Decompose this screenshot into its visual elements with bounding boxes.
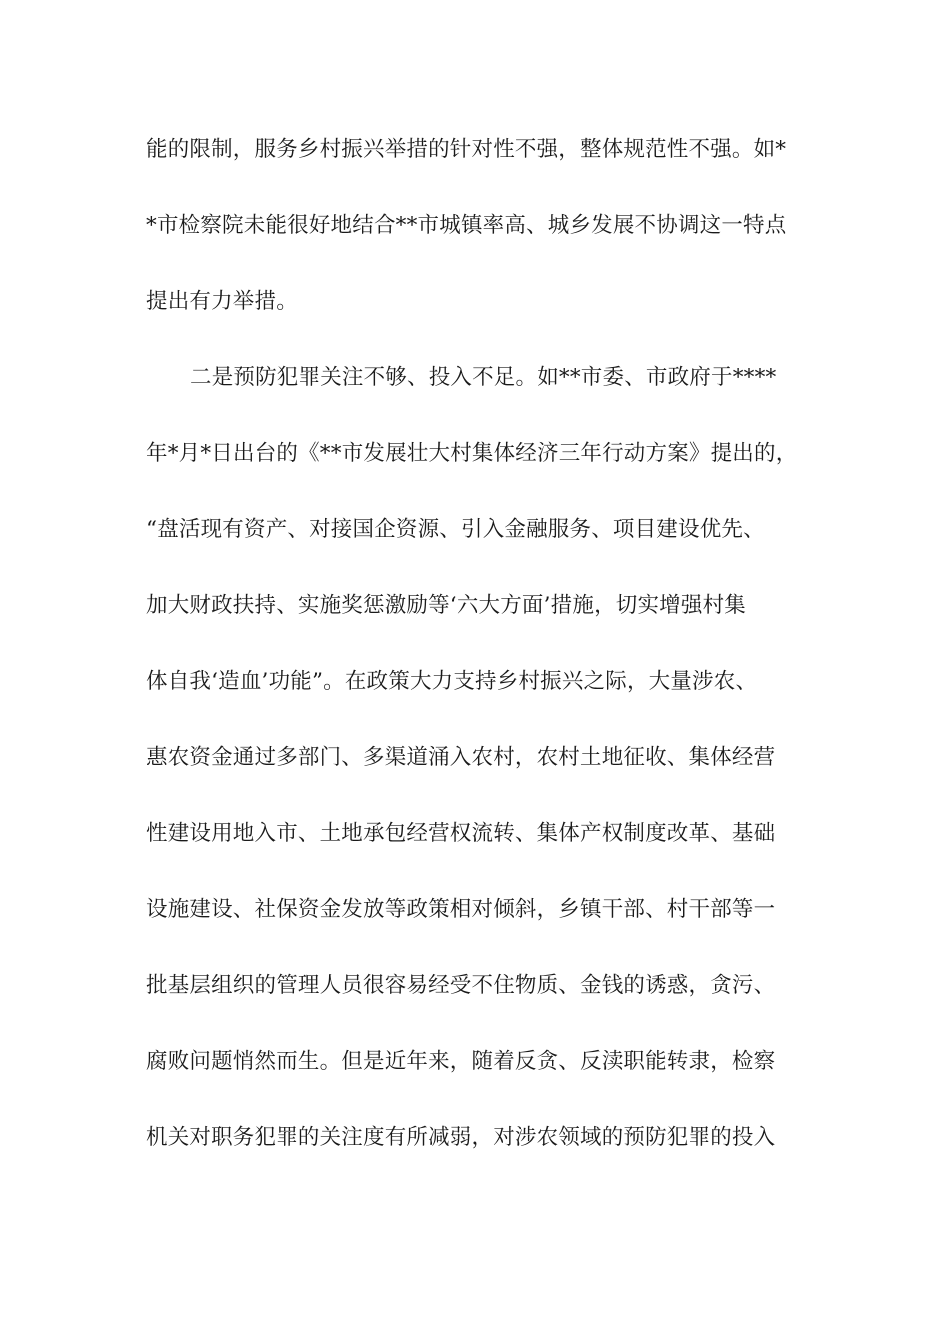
text-line: *市检察院未能很好地结合**市城镇率高、城乡发展不协调这一特点	[146, 213, 787, 238]
text-line: 设施建设、社保资金发放等政策相对倾斜，乡镇干部、村干部等一	[146, 897, 776, 922]
text-line: 年*月*日出台的《**市发展壮大村集体经济三年行动方案》提出的，	[146, 441, 798, 466]
text-line: 惠农资金通过多部门、多渠道涌入农村，农村土地征收、集体经营	[146, 745, 776, 770]
text-line: 批基层组织的管理人员很容易经受不住物质、金钱的诱惑，贪污、	[146, 973, 776, 998]
text-line: 能的限制，服务乡村振兴举措的针对性不强，整体规范性不强。如*	[146, 137, 787, 162]
text-line: 体自我‘造血’功能”。在政策大力支持乡村振兴之际，大量涉农、	[146, 669, 758, 694]
text-line: 加大财政扶持、实施奖惩激励等‘六大方面’措施，切实增强村集	[146, 593, 746, 618]
text-line: 性建设用地入市、土地承包经营权流转、集体产权制度改革、基础	[146, 821, 776, 846]
text-line: “盘活现有资产、对接国企资源、引入金融服务、项目建设优先、	[146, 517, 765, 542]
text-line: 机关对职务犯罪的关注度有所减弱，对涉农领域的预防犯罪的投入	[146, 1125, 776, 1150]
text-line: 腐败问题悄然而生。但是近年来，随着反贪、反渎职能转隶，检察	[146, 1049, 776, 1074]
text-line: 提出有力举措。	[146, 289, 298, 314]
paragraph-first-line: 二是预防犯罪关注不够、投入不足。如**市委、市政府于****	[190, 365, 777, 390]
